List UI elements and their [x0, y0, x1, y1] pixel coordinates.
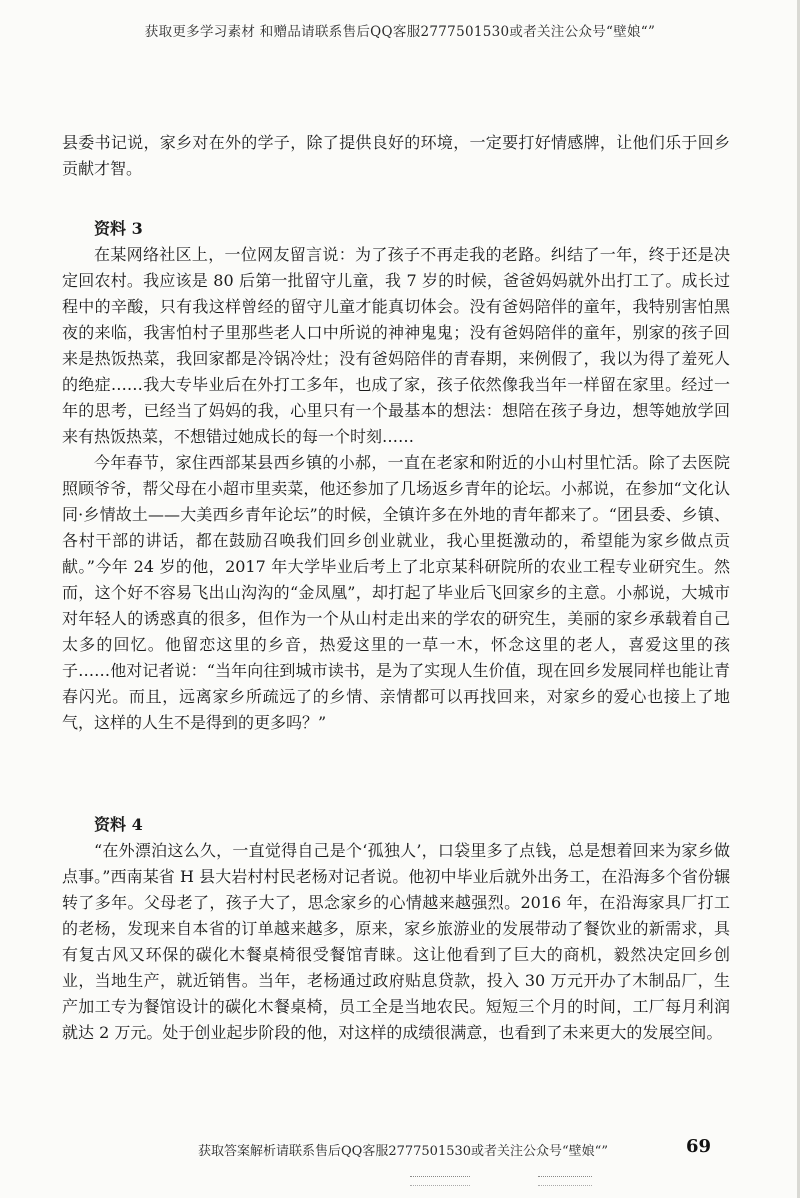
- material-4-section: [62, 812, 730, 1046]
- material-3-paragraph-2: 今年春节，家住西部某县西乡镇的小郝，一直在老家和附近的小山村里忙活。除了去医院照顾爷爷，帮父母在小超市里卖菜，他还参加了几场返乡青年的论坛。小郝说，在参加“文化认同·乡情故土——大美西乡青年论坛”的时候，全镇许多在外地的青年都来了。“团县委、乡镇、各村干部的讲话，都在鼓励召唤我们回乡创业就业，我心里挺激动的，希望能为家乡做点贡献。”今年 24 岁的他，2017 年大学毕业后考上了北京某科研院所的农业工程专业研究生。然而，这个好不容易飞出山沟沟的“金凤凰”，却打起了毕业后飞回家乡的主意。小郝说，大城市对年轻人的诱惑真的很多，但作为一个从山村走出来的学农的研究生，美丽的家乡承载着自己太多的回忆。他留恋这里的乡音，热爱这里的一草一木，怀念这里的老人，喜爱这里的孩子……他对记者说：“当年向往到城市读书，是为了实现人生价值，现在回乡发展同样也能让青春闪光。而且，远离家乡所疏远了的乡情、亲情都可以再找回来，对家乡的爱心也接上了地气，这样的人生不是得到的更多吗？”: [62, 453, 730, 732]
- material-3-heading: 资料 3: [94, 219, 143, 238]
- promo-banner: 获取更多学习素材 和赠品请联系售后QQ客服2777501530或者关注公众号“壁娘“”: [144, 24, 656, 40]
- footer-contact-note: 获取答案解析请联系售后QQ客服2777501530或者关注公众号“壁娘“”: [198, 1144, 608, 1159]
- page-footer: [0, 1136, 800, 1166]
- scan-artifact-mark: [410, 1176, 470, 1186]
- material-3-section: [62, 216, 730, 736]
- material-4-paragraph-1: “在外漂泊这么久，一直觉得自己是个‘孤独人’，口袋里多了点钱，总是想着回来为家乡做点事。”西南某省 H 县大岩村村民老杨对记者说。他初中毕业后就外出务工，在沿海多个省份辗转了多年。父母老了，孩子大了，思念家乡的心情越来越强烈。2016 年，在沿海家具厂打工的老杨，发现来自本省的订单越来越多，原来，家乡旅游业的发展带动了餐饮业的新需求，具有复古风又环保的碳化木餐桌椅很受餐馆青睐。这让他看到了巨大的商机，毅然决定回乡创业，当地生产，就近销售。当年，老杨通过政府贴息贷款，投入 30 万元开办了木制品厂，生产加工专为餐馆设计的碳化木餐桌椅，员工全是当地农民。短短三个月的时间，工厂每月利润就达 2 万元。处于创业起步阶段的他，对这样的成绩很满意，也看到了未来更大的发展空间。: [62, 841, 730, 1042]
- material-3-paragraph-1: 在某网络社区上，一位网友留言说：为了孩子不再走我的老路。纠结了一年，终于还是决定回农村。我应该是 80 后第一批留守儿童，我 7 岁的时候，爸爸妈妈就外出打工了。成长过程中的辛酸，只有我这样曾经的留守儿童才能真切体会。没有爸妈陪伴的童年，我特别害怕黑夜的来临，我害怕村子里那些老人口中所说的神神鬼鬼；没有爸妈陪伴的童年，别家的孩子回来是热饭热菜，我回家都是冷锅冷灶；没有爸妈陪伴的青春期，来例假了，我以为得了羞死人的绝症……我大专毕业后在外打工多年，也成了家，孩子依然像我当年一样留在家里。经过一年的思考，已经当了妈妈的我，心里只有一个最基本的想法：想陪在孩子身边，想等她放学回来有热饭热菜，不想错过她成长的每一个时刻……: [62, 245, 730, 446]
- intro-paragraph: 县委书记说，家乡对在外的学子，除了提供良好的环境，一定要打好情感牌，让他们乐于回乡贡献才智。: [62, 133, 730, 178]
- scan-artifact-mark: [538, 1176, 592, 1186]
- material-4-heading: 资料 4: [94, 815, 143, 834]
- intro-section: [62, 130, 730, 182]
- page-number: 69: [686, 1136, 712, 1157]
